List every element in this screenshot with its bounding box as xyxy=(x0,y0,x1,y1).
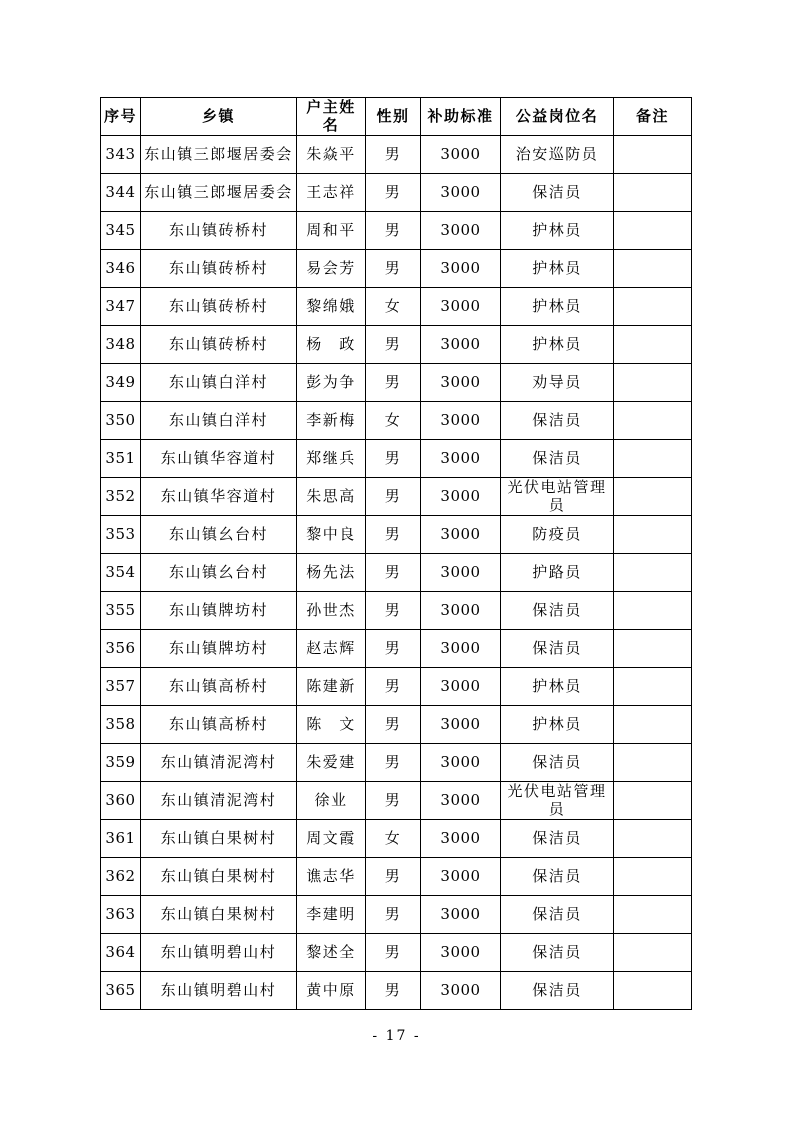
cell: 男 xyxy=(366,668,421,706)
cell: 男 xyxy=(366,858,421,896)
cell: 杨先法 xyxy=(297,554,366,592)
table-row xyxy=(101,858,692,896)
cell xyxy=(614,440,692,478)
header-cell-6: 备注 xyxy=(614,98,692,136)
table-row xyxy=(101,554,692,592)
cell: 防疫员 xyxy=(501,516,614,554)
cell: 3000 xyxy=(421,972,501,1010)
cell: 女 xyxy=(366,820,421,858)
cell: 3000 xyxy=(421,440,501,478)
header-cell-2: 户主姓名 xyxy=(297,98,366,136)
cell: 354 xyxy=(101,554,141,592)
cell: 东山镇三郎堰居委会 xyxy=(141,174,297,212)
cell: 男 xyxy=(366,744,421,782)
table-row xyxy=(101,744,692,782)
cell: 黎述全 xyxy=(297,934,366,972)
table-row xyxy=(101,364,692,402)
cell: 男 xyxy=(366,934,421,972)
cell xyxy=(614,782,692,820)
cell: 保洁员 xyxy=(501,440,614,478)
cell: 李新梅 xyxy=(297,402,366,440)
cell: 男 xyxy=(366,326,421,364)
cell: 3000 xyxy=(421,934,501,972)
cell: 东山镇华容道村 xyxy=(141,478,297,516)
cell: 3000 xyxy=(421,706,501,744)
cell: 3000 xyxy=(421,896,501,934)
cell: 周和平 xyxy=(297,212,366,250)
cell: 男 xyxy=(366,440,421,478)
cell: 男 xyxy=(366,364,421,402)
cell: 护路员 xyxy=(501,554,614,592)
cell: 男 xyxy=(366,972,421,1010)
cell: 护林员 xyxy=(501,212,614,250)
cell: 343 xyxy=(101,136,141,174)
cell: 男 xyxy=(366,630,421,668)
table-row xyxy=(101,402,692,440)
cell: 东山镇白果树村 xyxy=(141,896,297,934)
cell: 360 xyxy=(101,782,141,820)
cell: 男 xyxy=(366,136,421,174)
cell: 3000 xyxy=(421,478,501,516)
cell: 东山镇白洋村 xyxy=(141,364,297,402)
table-row xyxy=(101,630,692,668)
cell: 光伏电站管理员 xyxy=(501,478,614,516)
cell: 353 xyxy=(101,516,141,554)
cell: 孙世杰 xyxy=(297,592,366,630)
cell: 3000 xyxy=(421,288,501,326)
table-row xyxy=(101,896,692,934)
cell: 陈建新 xyxy=(297,668,366,706)
cell: 东山镇砖桥村 xyxy=(141,212,297,250)
cell: 东山镇牌坊村 xyxy=(141,592,297,630)
cell: 东山镇清泥湾村 xyxy=(141,782,297,820)
header-cell-1: 乡镇 xyxy=(141,98,297,136)
table-row xyxy=(101,326,692,364)
cell xyxy=(614,402,692,440)
cell: 365 xyxy=(101,972,141,1010)
cell: 3000 xyxy=(421,516,501,554)
cell: 356 xyxy=(101,630,141,668)
cell: 349 xyxy=(101,364,141,402)
cell: 保洁员 xyxy=(501,402,614,440)
cell: 彭为争 xyxy=(297,364,366,402)
cell: 3000 xyxy=(421,364,501,402)
cell: 男 xyxy=(366,592,421,630)
cell: 3000 xyxy=(421,554,501,592)
cell: 东山镇三郎堰居委会 xyxy=(141,136,297,174)
cell: 王志祥 xyxy=(297,174,366,212)
cell: 345 xyxy=(101,212,141,250)
cell: 东山镇华容道村 xyxy=(141,440,297,478)
cell: 3000 xyxy=(421,592,501,630)
cell: 保洁员 xyxy=(501,174,614,212)
header-cell-5: 公益岗位名 xyxy=(501,98,614,136)
cell: 348 xyxy=(101,326,141,364)
cell xyxy=(614,326,692,364)
cell: 男 xyxy=(366,250,421,288)
cell: 男 xyxy=(366,478,421,516)
cell: 347 xyxy=(101,288,141,326)
cell xyxy=(614,288,692,326)
cell: 346 xyxy=(101,250,141,288)
cell xyxy=(614,516,692,554)
cell: 保洁员 xyxy=(501,858,614,896)
cell: 东山镇高桥村 xyxy=(141,706,297,744)
table-body xyxy=(101,136,692,1010)
cell: 保洁员 xyxy=(501,630,614,668)
cell: 东山镇幺台村 xyxy=(141,554,297,592)
cell: 保洁员 xyxy=(501,934,614,972)
cell xyxy=(614,934,692,972)
table-row xyxy=(101,934,692,972)
cell xyxy=(614,744,692,782)
cell: 东山镇白果树村 xyxy=(141,820,297,858)
roster-table xyxy=(100,97,692,1010)
cell: 黎中良 xyxy=(297,516,366,554)
table-row xyxy=(101,516,692,554)
cell: 李建明 xyxy=(297,896,366,934)
cell xyxy=(614,706,692,744)
cell: 3000 xyxy=(421,630,501,668)
cell: 东山镇砖桥村 xyxy=(141,288,297,326)
cell: 3000 xyxy=(421,782,501,820)
table-row xyxy=(101,706,692,744)
cell: 361 xyxy=(101,820,141,858)
table-row xyxy=(101,250,692,288)
cell: 保洁员 xyxy=(501,820,614,858)
table-row xyxy=(101,820,692,858)
cell: 杨 政 xyxy=(297,326,366,364)
cell: 保洁员 xyxy=(501,744,614,782)
cell: 363 xyxy=(101,896,141,934)
cell: 谯志华 xyxy=(297,858,366,896)
cell xyxy=(614,972,692,1010)
cell: 3000 xyxy=(421,744,501,782)
cell: 护林员 xyxy=(501,706,614,744)
cell xyxy=(614,364,692,402)
cell: 344 xyxy=(101,174,141,212)
cell: 351 xyxy=(101,440,141,478)
table-row xyxy=(101,136,692,174)
cell: 3000 xyxy=(421,820,501,858)
cell: 男 xyxy=(366,174,421,212)
cell: 东山镇清泥湾村 xyxy=(141,744,297,782)
cell xyxy=(614,630,692,668)
cell xyxy=(614,212,692,250)
cell: 陈 文 xyxy=(297,706,366,744)
table-row xyxy=(101,440,692,478)
cell: 郑继兵 xyxy=(297,440,366,478)
cell: 357 xyxy=(101,668,141,706)
cell: 3000 xyxy=(421,136,501,174)
cell: 3000 xyxy=(421,326,501,364)
cell: 3000 xyxy=(421,250,501,288)
cell xyxy=(614,896,692,934)
cell: 男 xyxy=(366,212,421,250)
cell xyxy=(614,554,692,592)
cell: 女 xyxy=(366,402,421,440)
cell: 女 xyxy=(366,288,421,326)
table-row xyxy=(101,972,692,1010)
cell: 护林员 xyxy=(501,326,614,364)
cell: 东山镇明碧山村 xyxy=(141,934,297,972)
table-row xyxy=(101,782,692,820)
cell: 362 xyxy=(101,858,141,896)
cell: 黎绵娥 xyxy=(297,288,366,326)
cell: 东山镇幺台村 xyxy=(141,516,297,554)
cell xyxy=(614,820,692,858)
cell: 364 xyxy=(101,934,141,972)
cell: 朱爱建 xyxy=(297,744,366,782)
cell: 3000 xyxy=(421,858,501,896)
cell: 男 xyxy=(366,554,421,592)
cell: 东山镇牌坊村 xyxy=(141,630,297,668)
cell: 劝导员 xyxy=(501,364,614,402)
cell: 东山镇白洋村 xyxy=(141,402,297,440)
cell xyxy=(614,136,692,174)
cell xyxy=(614,592,692,630)
cell: 3000 xyxy=(421,174,501,212)
table-row xyxy=(101,478,692,516)
cell: 3000 xyxy=(421,212,501,250)
cell: 3000 xyxy=(421,668,501,706)
table-row xyxy=(101,212,692,250)
cell: 3000 xyxy=(421,402,501,440)
cell: 护林员 xyxy=(501,288,614,326)
cell: 352 xyxy=(101,478,141,516)
table-row xyxy=(101,174,692,212)
cell: 男 xyxy=(366,516,421,554)
cell: 光伏电站管理员 xyxy=(501,782,614,820)
cell: 护林员 xyxy=(501,668,614,706)
cell: 易会芳 xyxy=(297,250,366,288)
cell: 358 xyxy=(101,706,141,744)
cell xyxy=(614,858,692,896)
cell: 东山镇白果树村 xyxy=(141,858,297,896)
cell: 359 xyxy=(101,744,141,782)
cell: 保洁员 xyxy=(501,592,614,630)
cell: 周文霞 xyxy=(297,820,366,858)
header-cell-4: 补助标准 xyxy=(421,98,501,136)
table-row xyxy=(101,668,692,706)
header-cell-3: 性别 xyxy=(366,98,421,136)
cell: 男 xyxy=(366,782,421,820)
cell: 朱思高 xyxy=(297,478,366,516)
cell: 男 xyxy=(366,896,421,934)
cell: 朱焱平 xyxy=(297,136,366,174)
page-number: - 17 - xyxy=(372,1028,421,1044)
cell: 350 xyxy=(101,402,141,440)
table-row xyxy=(101,592,692,630)
cell: 355 xyxy=(101,592,141,630)
header-cell-0: 序号 xyxy=(101,98,141,136)
cell xyxy=(614,478,692,516)
cell: 东山镇高桥村 xyxy=(141,668,297,706)
cell: 东山镇明碧山村 xyxy=(141,972,297,1010)
cell xyxy=(614,668,692,706)
cell: 护林员 xyxy=(501,250,614,288)
cell: 保洁员 xyxy=(501,972,614,1010)
cell: 保洁员 xyxy=(501,896,614,934)
cell: 徐业 xyxy=(297,782,366,820)
cell: 黄中原 xyxy=(297,972,366,1010)
cell: 赵志辉 xyxy=(297,630,366,668)
cell: 治安巡防员 xyxy=(501,136,614,174)
header-row xyxy=(101,98,692,136)
cell xyxy=(614,250,692,288)
table-row xyxy=(101,288,692,326)
cell: 东山镇砖桥村 xyxy=(141,250,297,288)
cell: 男 xyxy=(366,706,421,744)
cell: 东山镇砖桥村 xyxy=(141,326,297,364)
cell xyxy=(614,174,692,212)
